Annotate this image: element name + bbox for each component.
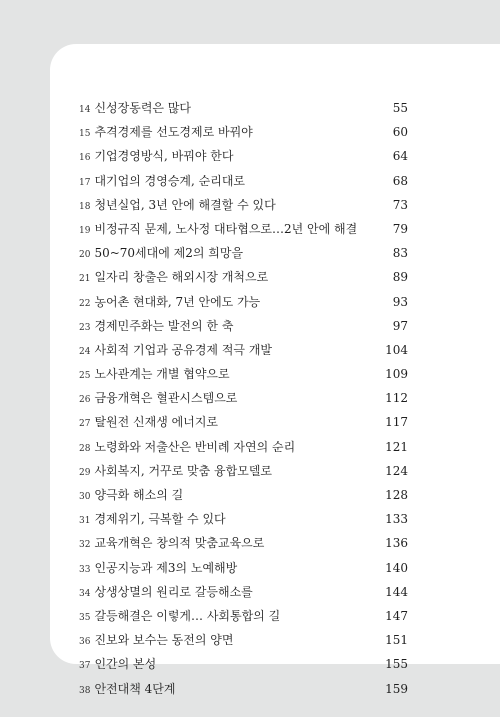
toc-entry [79,628,408,652]
toc-entry-number: 34 [79,588,91,599]
toc-entry-page-number: 159 [385,681,408,696]
toc-entry-title: 추격경제를 선도경제로 바꿔야 [94,125,253,140]
toc-entry-number: 19 [79,225,91,236]
toc-entry [79,169,408,193]
toc-entry [79,362,408,386]
toc-entry-page-number: 55 [392,101,408,115]
toc-entry-number: 37 [79,661,91,672]
toc-entry-page-number: 121 [385,439,408,454]
toc-entry [79,604,408,628]
toc-entry [79,265,408,289]
toc-entry-title: 탈원전 신재생 에너지로 [94,415,219,430]
toc-entry [79,507,408,531]
toc-entry-title: 비정규직 문제, 노사정 대타협으로…2년 안에 해결 [94,221,358,236]
toc-entry-page-number: 151 [385,633,408,648]
toc-entry-page-number: 155 [385,657,408,672]
toc-entry [79,217,408,241]
toc-entry [79,580,408,604]
toc-entry-number: 23 [79,322,91,333]
toc-entry-page-number: 104 [385,342,408,357]
toc-entry [79,483,408,507]
toc-entry-title: 50~70세대에 제2의 희망을 [94,246,244,261]
toc-entry-page-number: 73 [392,197,408,212]
toc-entry-title: 청년실업, 3년 안에 해결할 수 있다 [94,197,276,212]
toc-entry-number: 33 [79,564,91,575]
toc-entry-number: 35 [79,612,91,623]
toc-entry-page-number: 83 [392,246,408,261]
toc-entry-page-number: 93 [392,294,408,309]
toc-entry [79,290,408,314]
toc-entry-title: 신성장동력은 많다 [94,101,192,115]
toc-entry-title: 안전대책 4단계 [94,681,176,696]
toc-entry [79,459,408,483]
toc-entry-number: 17 [79,177,91,188]
toc-entry [79,314,408,338]
toc-entry-page-number: 133 [385,512,408,527]
toc-entry [79,677,408,701]
toc-entry-title: 갈등해결은 이렇게… 사회통합의 길 [94,608,281,623]
toc-entry-number: 26 [79,395,91,406]
toc-entry-number: 29 [79,467,91,478]
toc-entry-page-number: 89 [392,270,408,285]
toc-entry-page-number: 109 [385,367,408,382]
toc-entry-number: 24 [79,346,91,357]
toc-entry-number: 36 [79,637,91,648]
toc-entry-title: 농어촌 현대화, 7년 안에도 가능 [94,294,261,309]
toc-entry-title: 일자리 창출은 해외시장 개척으로 [94,270,269,285]
toc-entry-number: 31 [79,516,91,527]
toc-entry-number: 28 [79,443,91,454]
toc-entry-title: 상생상멸의 원리로 갈등해소를 [94,584,253,599]
toc-entry [79,193,408,217]
toc-entry-number: 16 [79,153,91,164]
toc-entry-number: 14 [79,105,91,115]
toc-entry-number: 25 [79,371,91,382]
toc-entry-number: 15 [79,129,91,140]
toc-entry [79,96,408,120]
toc-entry-title: 진보와 보수는 동전의 양면 [94,633,234,648]
toc-entry-title: 기업경영방식, 바꿔야 한다 [94,149,234,164]
toc-entry-title: 경제위기, 극복할 수 있다 [94,512,226,527]
toc-entry-page-number: 112 [385,391,408,406]
toc-entry-number: 38 [79,685,91,696]
toc-entry-page-number: 140 [385,560,408,575]
toc-entry-title: 경제민주화는 발전의 한 축 [94,318,234,333]
toc-entry [79,652,408,676]
table-of-contents [79,96,408,701]
toc-entry-page-number: 136 [385,536,408,551]
toc-entry [79,241,408,265]
toc-entry-title: 사회적 기업과 공유경제 적극 개발 [94,342,273,357]
toc-entry-title: 인간의 본성 [94,657,157,672]
toc-entry-page-number: 60 [392,125,408,140]
toc-entry [79,435,408,459]
toc-entry-number: 20 [79,250,91,261]
toc-entry [79,338,408,362]
toc-entry-number: 22 [79,298,91,309]
toc-entry-page-number: 117 [385,415,408,430]
toc-entry-page-number: 124 [385,463,408,478]
toc-entry-page-number: 64 [392,149,408,164]
toc-entry-number: 32 [79,540,91,551]
toc-entry [79,531,408,555]
toc-entry-page-number: 68 [392,173,408,188]
toc-entry-number: 27 [79,419,91,430]
toc-entry-page-number: 147 [385,608,408,623]
toc-entry-page-number: 97 [392,318,408,333]
toc-entry [79,410,408,434]
toc-entry [79,120,408,144]
toc-entry-title: 금융개혁은 혈관시스템으로 [94,391,238,406]
toc-entry-title: 노사관계는 개별 협약으로 [94,367,230,382]
toc-entry-title: 인공지능과 제3의 노예해방 [94,560,238,575]
toc-entry-page-number: 128 [385,488,408,502]
toc-entry-title: 양극화 해소의 길 [94,488,184,502]
toc-entry-number: 21 [79,274,91,285]
toc-entry-page-number: 79 [392,221,408,236]
toc-entry [79,556,408,580]
toc-entry-title: 사회복지, 거꾸로 맞춤 융합모델로 [94,463,273,478]
toc-entry-number: 18 [79,201,91,212]
toc-entry-title: 노령화와 저출산은 반비례 자연의 순리 [94,439,296,454]
toc-entry-title: 교육개혁은 창의적 맞춤교육으로 [94,536,265,551]
toc-entry [79,386,408,410]
toc-entry-title: 대기업의 경영승계, 순리대로 [94,173,246,188]
toc-entry-page-number: 144 [385,584,408,599]
toc-entry [79,144,408,168]
toc-entry-number: 30 [79,492,91,502]
